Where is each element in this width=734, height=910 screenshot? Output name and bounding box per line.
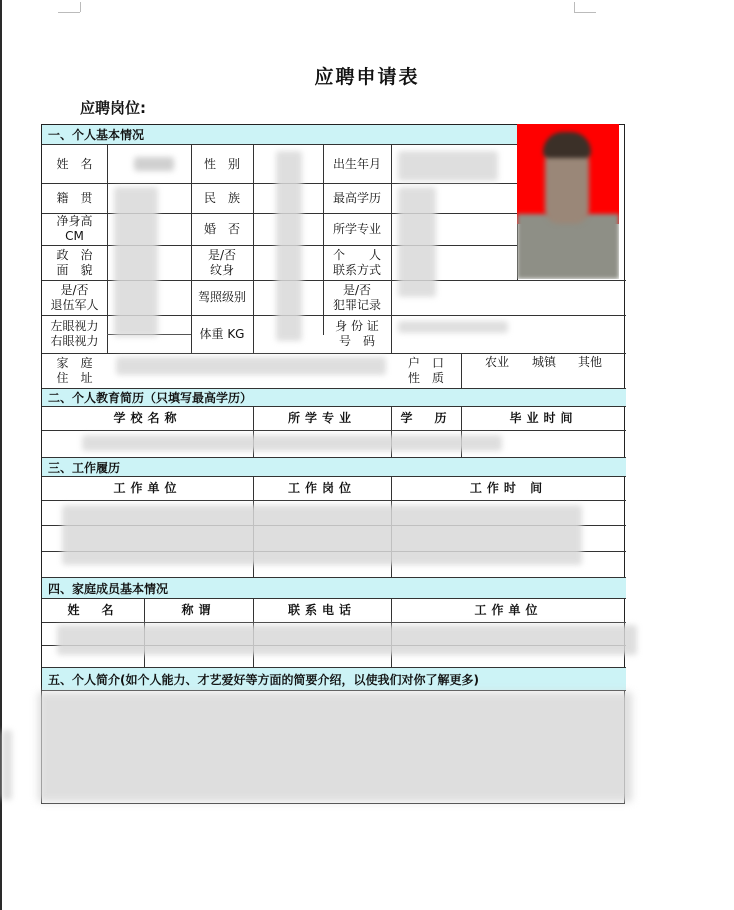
label-address: 家 庭 住 址 xyxy=(56,355,93,385)
section-intro-header: 五、个人简介(如个人能力、才艺爱好等方面的简要介绍，以使我们对你了解更多) xyxy=(42,667,626,691)
work-header-company: 工作单位 xyxy=(113,481,182,495)
redacted-family xyxy=(57,625,637,655)
section-basic-header: 一、个人基本情况 xyxy=(42,125,517,145)
family-header-phone: 联系电话 xyxy=(287,603,356,617)
redacted-education xyxy=(82,435,502,451)
hukou-option-urban[interactable]: 城镇 xyxy=(531,354,556,369)
work-header-position: 工作岗位 xyxy=(287,481,356,495)
grid-line xyxy=(461,353,462,388)
crop-mark xyxy=(58,12,80,13)
redacted-work xyxy=(62,505,582,565)
applicant-photo xyxy=(517,124,619,279)
label-marital: 婚 否 xyxy=(203,221,240,236)
grid-line xyxy=(42,500,626,501)
grid-line xyxy=(42,622,626,623)
section-work-header: 三、工作履历 xyxy=(42,457,626,477)
edu-header-school: 学校名称 xyxy=(113,411,182,425)
redacted-basic-col1 xyxy=(114,187,158,337)
label-major: 所学专业 xyxy=(332,221,381,236)
label-ethnicity: 民 族 xyxy=(203,190,240,205)
grid-line xyxy=(391,145,392,353)
redacted-id-number xyxy=(398,321,508,333)
redacted-name xyxy=(134,157,174,171)
grid-line xyxy=(253,145,254,353)
label-vision: 左眼视力 右眼视力 xyxy=(50,319,99,348)
section-education-header: 二、个人教育简历（只填写最高学历） xyxy=(42,388,626,407)
hukou-option-other[interactable]: 其他 xyxy=(577,354,602,369)
label-license: 驾照级别 xyxy=(197,290,246,304)
label-gender: 性 别 xyxy=(203,156,240,171)
family-header-company: 工作单位 xyxy=(474,603,543,617)
crop-mark xyxy=(574,2,575,12)
label-birth: 出生年月 xyxy=(332,156,381,171)
crop-mark xyxy=(80,2,81,12)
redacted-basic-col2 xyxy=(276,151,302,341)
label-criminal: 是/否 犯罪记录 xyxy=(332,282,381,312)
label-weight: 体重 KG xyxy=(199,326,245,341)
work-header-period: 工作时 间 xyxy=(469,481,548,495)
grid-line xyxy=(107,145,108,353)
redacted-intro-text xyxy=(2,730,12,800)
edu-header-graduation: 毕业时间 xyxy=(509,411,578,425)
label-id-number: 身 份 证 号 码 xyxy=(335,319,379,348)
position-label: 应聘岗位: xyxy=(80,99,146,117)
redacted-intro-text xyxy=(38,692,632,802)
label-native-place: 籍 贯 xyxy=(56,190,93,205)
label-height: 净身高 CM xyxy=(56,214,93,243)
redacted-birth xyxy=(398,151,498,181)
label-highest-edu: 最高学历 xyxy=(332,190,381,205)
hukou-option-rural[interactable]: 农业 xyxy=(484,354,509,369)
label-tattoo: 是/否 纹身 xyxy=(207,247,237,277)
family-header-relation: 称谓 xyxy=(181,603,216,617)
family-header-name: 姓 名 xyxy=(67,603,119,617)
label-veteran: 是/否 退伍军人 xyxy=(50,282,99,312)
label-contact: 个 人 联系方式 xyxy=(332,247,381,277)
section-family-header: 四、家庭成员基本情况 xyxy=(42,577,626,599)
label-hukou: 户 口 性 质 xyxy=(407,355,444,385)
grid-line xyxy=(42,430,626,431)
edu-header-major: 所学专业 xyxy=(287,411,356,425)
crop-mark xyxy=(574,12,596,13)
redacted-basic-col3 xyxy=(398,187,436,297)
label-name: 姓 名 xyxy=(56,156,93,171)
edu-header-degree: 学 历 xyxy=(400,411,452,425)
redacted-address xyxy=(116,357,386,375)
label-political: 政 治 面 貌 xyxy=(56,247,93,277)
form-title: 应聘申请表 xyxy=(314,66,420,88)
